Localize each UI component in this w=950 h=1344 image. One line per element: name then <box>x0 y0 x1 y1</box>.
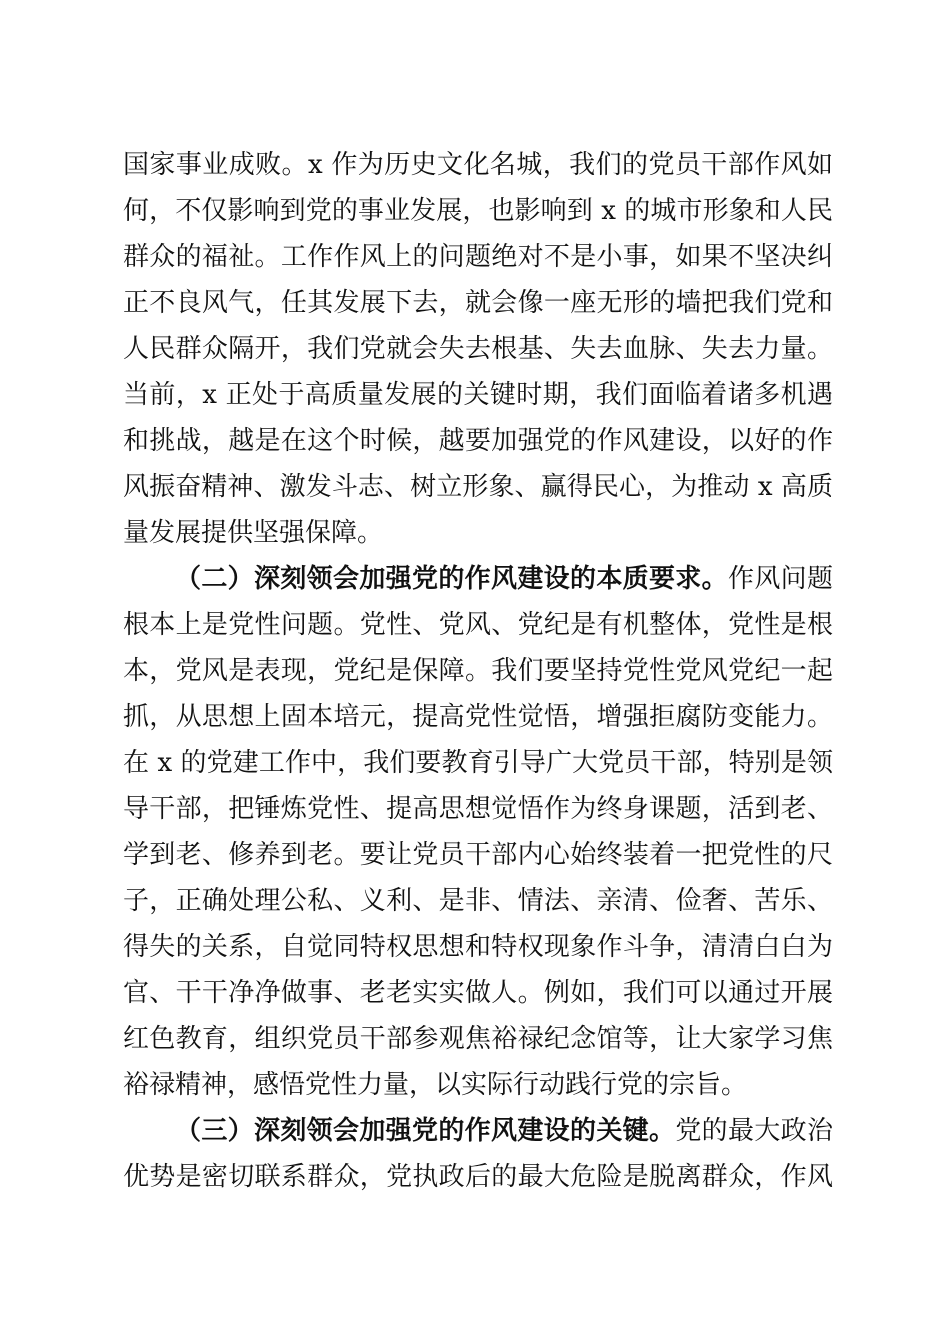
paragraph-line: 何，不仅影响到党的事业发展，也影响到 x 的城市形象和人民 <box>123 196 833 226</box>
paragraph-line: 人民群众隔开，我们党就会失去根基、失去血脉、失去力量。 <box>123 334 833 364</box>
paragraph-line: 子，正确处理公私、义利、是非、情法、亲清、俭奢、苦乐、 <box>123 886 833 916</box>
paragraph-line: 本，党风是表现，党纪是保障。我们要坚持党性党风党纪一起 <box>123 656 833 686</box>
paragraph-line: 裕禄精神，感悟党性力量，以实际行动践行党的宗旨。 <box>123 1070 748 1100</box>
paragraph-line: 抓，从思想上固本培元，提高党性觉悟，增强拒腐防变能力。 <box>123 702 833 732</box>
paragraph-line: 学到老、修养到老。要让党员干部内心始终装着一把党性的尺 <box>123 840 833 870</box>
paragraph-line: 优势是密切联系群众，党执政后的最大危险是脱离群众，作风 <box>123 1162 833 1192</box>
paragraph-first-line <box>123 556 833 602</box>
body-text <box>123 142 833 1200</box>
heading-continuation: 党的最大政治 <box>675 1116 833 1146</box>
paragraph-line: 群众的福祉。工作作风上的问题绝对不是小事，如果不坚决纠 <box>123 242 833 272</box>
paragraph-line: 和挑战，越是在这个时候，越要加强党的作风建设，以好的作 <box>123 426 833 456</box>
heading-continuation: 作风问题 <box>727 564 833 594</box>
paragraph-line: 红色教育，组织党员干部参观焦裕禄纪念馆等，让大家学习焦 <box>123 1024 833 1054</box>
paragraph-line: 正不良风气，任其发展下去，就会像一座无形的墙把我们党和 <box>123 288 833 318</box>
paragraph-line: 国家事业成败。x 作为历史文化名城，我们的党员干部作风如 <box>123 150 833 180</box>
paragraph-line: 在 x 的党建工作中，我们要教育引导广大党员干部，特别是领 <box>123 748 833 778</box>
paragraph-line: 得失的关系，自觉同特权思想和特权现象作斗争，清清白白为 <box>123 932 833 962</box>
section-heading: （二）深刻领会加强党的作风建设的本质要求。 <box>175 564 728 594</box>
paragraph-3 <box>123 1108 833 1200</box>
paragraph-1 <box>123 142 833 556</box>
paragraph-line: 官、干干净净做事、老老实实做人。例如，我们可以通过开展 <box>123 978 833 1008</box>
paragraph-line: 量发展提供坚强保障。 <box>123 518 384 548</box>
paragraph-line: 根本上是党性问题。党性、党风、党纪是有机整体，党性是根 <box>123 610 833 640</box>
section-heading: （三）深刻领会加强党的作风建设的关键。 <box>175 1116 676 1146</box>
paragraph-first-line <box>123 1108 833 1154</box>
paragraph-2 <box>123 556 833 1108</box>
paragraph-line: 风振奋精神、激发斗志、树立形象、赢得民心，为推动 x 高质 <box>123 472 833 502</box>
paragraph-line: 导干部，把锤炼党性、提高思想觉悟作为终身课题，活到老、 <box>123 794 833 824</box>
paragraph-line: 当前，x 正处于高质量发展的关键时期，我们面临着诸多机遇 <box>123 380 833 410</box>
